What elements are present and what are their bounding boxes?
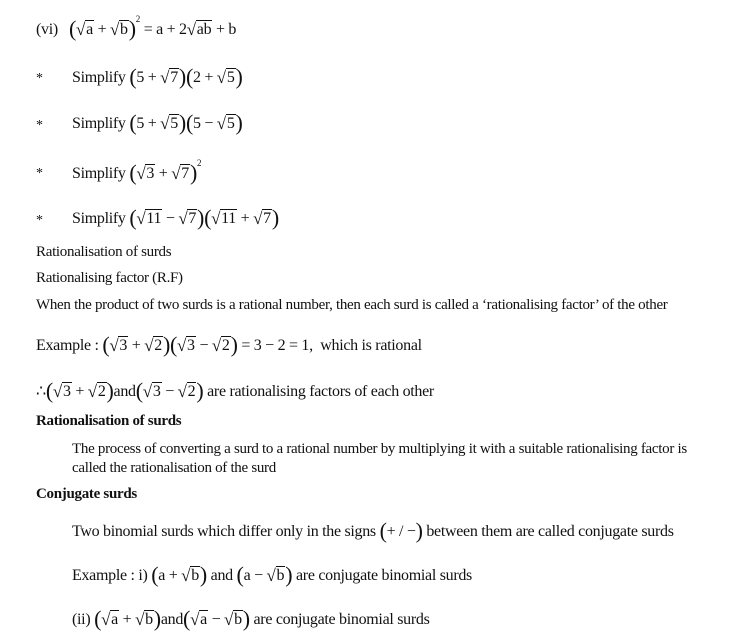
conjugate-title: Conjugate surds bbox=[36, 486, 137, 502]
sqrt-a: √a bbox=[76, 20, 93, 39]
exercise-1: Simplify (5 + √7)(2 + √5) bbox=[72, 64, 243, 89]
rationalisation-title: Rationalisation of surds bbox=[36, 413, 182, 429]
exercise-3: Simplify $(√3 + √7)^2$ bbox=[72, 158, 202, 185]
exponent: 2 bbox=[135, 14, 140, 24]
example-line: Example : (√3 + √2)(√3 − √2) = 3 − 2 = 1, which is rational bbox=[36, 332, 422, 357]
bullet-star: * bbox=[36, 71, 43, 86]
conjugate-example-1: Example : i) (a + √b) and (a − √b) are conjugate binomial surds bbox=[72, 562, 472, 587]
rationalisation-body: The process of converting a surd to a rational number by multiplying it with a suitable rationalising factor is called the rationalisation of the surd bbox=[72, 441, 687, 476]
exercise-2: Simplify (5 + √5)(5 − √5) bbox=[72, 110, 243, 135]
identity-vi: (vi) $(√a + √b)^2 = a + 2√ab + b$ bbox=[36, 14, 237, 41]
conjugate-definition: Two binomial surds which differ only in the signs (+ / −) between them are called conjugate surds bbox=[72, 518, 674, 543]
section-heading: Rationalisation of surds bbox=[36, 244, 172, 260]
therefore-line: ∴(√3 + √2)and(√3 − √2) are rationalising factors of each other bbox=[36, 378, 434, 403]
sqrt-b: √b bbox=[110, 20, 128, 39]
exercise-4: Simplify (√11 − √7)(√11 + √7) bbox=[72, 205, 279, 230]
rf-title: Rationalising factor (R.F) bbox=[36, 270, 183, 286]
identity-label: (vi) bbox=[36, 21, 58, 38]
bullet-star: * bbox=[36, 118, 43, 133]
bullet-star: * bbox=[36, 213, 43, 228]
conjugate-example-2: (ii) (√a + √b)and(√a − √b) are conjugate binomial surds bbox=[72, 606, 430, 631]
bullet-star: * bbox=[36, 166, 43, 181]
rf-definition: When the product of two surds is a rational number, then each surd is called a ‘rationalising factor’ of the other bbox=[36, 297, 668, 313]
sqrt-ab: √ab bbox=[186, 20, 212, 39]
